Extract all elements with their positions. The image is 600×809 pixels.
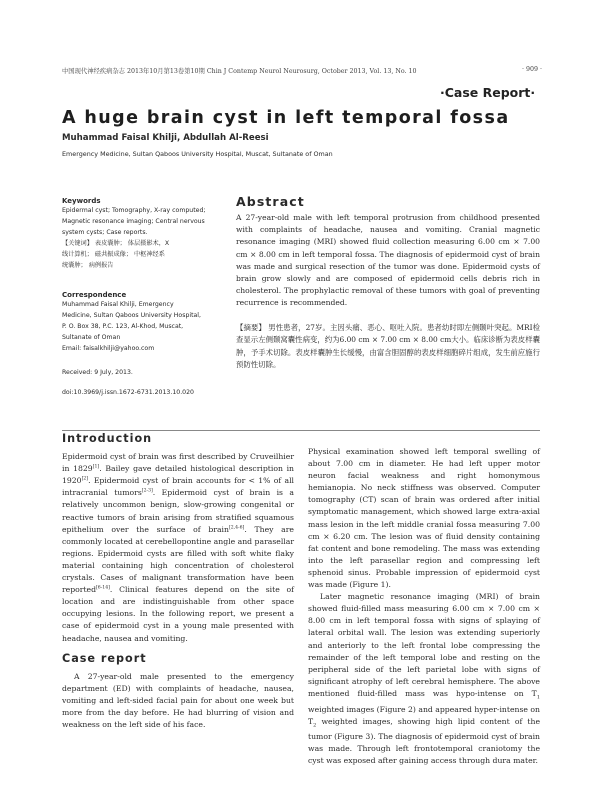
citation: [2-3] — [141, 488, 153, 494]
correspondence-block — [62, 290, 212, 355]
case-paragraph: A 27-year-old male presented to the emergency department (ED) with complaints of headache, nausea, vomiting and left-sided facial pain for about one week but more from the day before. He had blurring of vision and weakness on the left side of his face. — [62, 671, 294, 730]
affiliation: Emergency Medicine, Sultan Qaboos University Hospital, Muscat, Sultanate of Oman — [62, 150, 333, 158]
keywords-line: Epidermal cyst; Tomography, X-ray computed; — [62, 207, 206, 214]
section-divider — [62, 430, 540, 431]
introduction-paragraph: Epidermoid cyst of brain was first described by Cruveilhier in 1829[1]. Bailey gave detailed histological description in 1920[2]. Epidermoid cyst of brain accounts for < 1% of all intracranial tumors[2-3]. Epidermoid cyst of brain is a relatively uncommon benign, slow-growing congenital or reactive tumors of brain arising from stratified squamous epithelium over the surface of brain[2,4-6]. They are commonly located at cerebellopontine angle and parasellar regions. Epidermoid cysts are filled with soft white flaky material containing high concentration of cholesterol crystals. Cases of malignant transformation have been reported[6-14]. Clinical features depend on the site of location and are indistinguishable from other space occupying lesions. In the following report, we present a case of epidermoid cyst in a young male presented with headache, nausea and vomiting. — [62, 452, 295, 643]
section-tag: ·Case Report· — [440, 85, 536, 100]
correspondence-line: P. O. Box 38, P.C. 123, Al-Khod, Muscat, — [62, 322, 184, 330]
left-column — [62, 433, 294, 731]
citation: [2,4-6] — [228, 525, 245, 531]
abstract-text: A 27-year-old male with left temporal protrusion from childhood presented with complaints of headache, nausea and vomiting. Cranial magnetic resonance imaging (MRI) showed fluid collection measuring 6.00 cm × 7.00 cm × 8.00 cm in left temporal fossa. The diagnosis of epidermoid cyst of brain was made and surgical resection of the tumor was done. Epidermoid cysts of brain grow slowly and are composed of epidermoid cells debris rich in cholesterol. The prophylactic removal of these tumors with goal of preventing recurrence is recommended. — [236, 213, 540, 308]
introduction-heading: Introduction — [62, 432, 153, 445]
received-date: Received: 9 July, 2013. — [62, 369, 133, 376]
citation: [2] — [81, 476, 89, 482]
keywords-zh-line: 统囊肿； 病例报告 — [62, 261, 114, 269]
article-title: A huge brain cyst in left temporal fossa — [62, 108, 510, 128]
keywords-block — [62, 196, 212, 271]
case-paragraph: Physical examination showed left temporal swelling of about 7.00 cm in diameter. He had left upper motor neuron facial weakness and right homonymous hemianopia. No neck stiffness was observed. Computer tomography (CT) scan of brain was ordered after initial symptomatic management, which showed large extra-axial mass lesion in the left middle cranial fossa measuring 7.00 cm × 6.20 cm. The lesion was of fluid density containing fat content and bone remodeling. The mass was extending into the left parasellar region and compressing left sphenoid sinus. Probable impression of epidermoid cyst was made (Figure 1). — [308, 447, 540, 590]
citation: [1] — [92, 464, 100, 470]
case-report-heading: Case report — [62, 651, 147, 665]
abstract-zh-text: 【摘要】 男性患者，27岁。主因头痛、恶心、呕吐入院。患者幼时即左侧颞叶突起。MRI检查显示左侧颞窝囊性病变，约为6.00 cm × 7.00 cm × 8.00 cm大小。临床诊断为表皮样囊肿，予手术切除。表皮样囊肿生长缓慢，由富含胆固醇的表皮样细胞碎片组成，发生前应施行预防性切除。 — [236, 323, 540, 370]
citation: [6-14] — [96, 585, 110, 591]
keywords-heading: Keywords — [62, 197, 101, 205]
abstract-heading: Abstract — [236, 194, 305, 209]
right-column — [308, 446, 540, 768]
case-paragraph: Later magnetic resonance imaging (MRI) of brain showed fluid-filled mass measuring 6.00 cm × 7.00 cm × 8.00 cm in left temporal fossa with signs of splaying of lateral orbital wall. The lesion was extending superiorly and anteriorly to the left frontal lobe compressing the remainder of the left temporal lobe and resting on the peripheral side of the left parietal lobe with signs of significant atrophy of left cerebral hemisphere. The above mentioned fluid-filled mass was hypo-intense on $T_1$ weighted images (Figure 2) and appeared hyper-intense on $T_2$ weighted images, showing high lipid content of the tumor (Figure 3). The diagnosis of epidermoid cyst of brain was made. Through left frontotemporal craniotomy the cyst was exposed after gaining access through dura mater. — [308, 592, 540, 766]
keywords-zh-line: 【关键词】 表皮囊肿； 体层摄影术，X — [62, 239, 170, 247]
authors: Muhammad Faisal Khilji, Abdullah Al-Reesi — [62, 133, 269, 143]
subscript: 1 — [536, 694, 540, 701]
correspondence-email: Email: faisalkhilji@yahoo.com — [62, 344, 155, 352]
keywords-zh-line: 线计算机； 磁共振成像； 中枢神经系 — [62, 250, 165, 258]
correspondence-line: Sultanate of Oman — [62, 333, 121, 341]
correspondence-heading: Correspondence — [62, 291, 127, 299]
keywords-line: system cysts; Case reports. — [62, 228, 148, 236]
doi: doi:10.3969/j.issn.1672-6731.2013.10.020 — [62, 389, 194, 396]
correspondence-line: Medicine, Sultan Qaboos University Hospital, — [62, 311, 201, 319]
keywords-line: Magnetic resonance imaging; Central nervous — [62, 217, 205, 225]
running-head-text: 中国现代神经疾病杂志 2013年10月第13卷第10期 Chin J Contemp Neurol Neurosurg, October 2013, Vol. 13, No. 10 — [62, 68, 417, 75]
running-head — [62, 66, 542, 75]
subscript: 2 — [313, 722, 317, 729]
page-number: · 909 · — [521, 66, 542, 73]
correspondence-line: Muhammad Faisal Khilji, Emergency — [62, 301, 174, 308]
